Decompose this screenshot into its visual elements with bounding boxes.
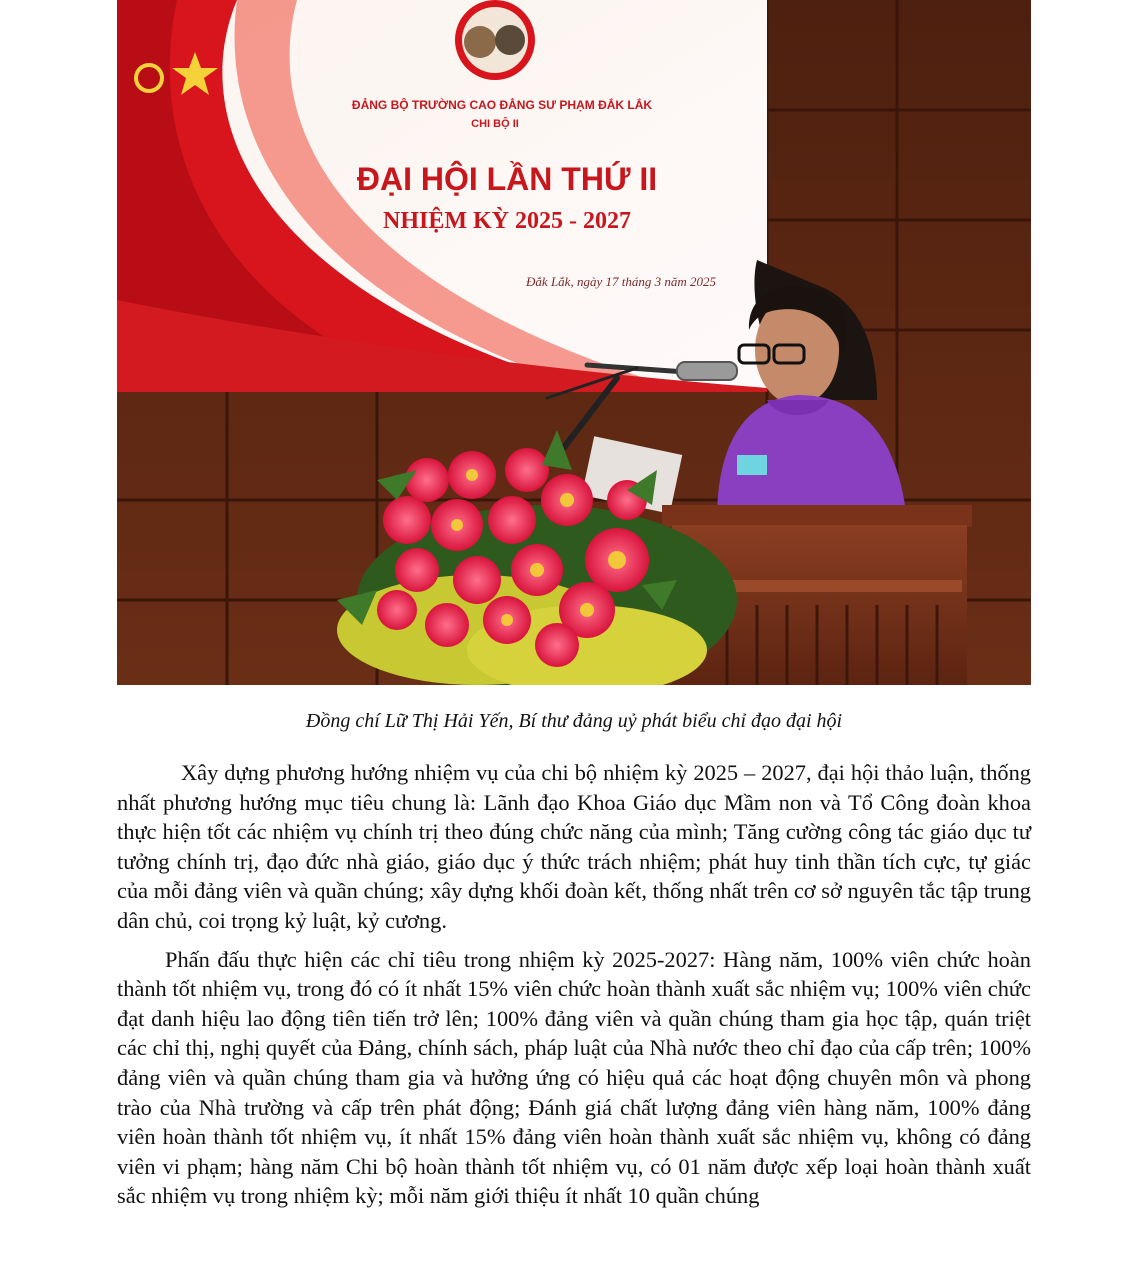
screen-date: Đắk Lắk, ngày 17 tháng 3 năm 2025 (526, 274, 716, 289)
screen-org-line2: CHI BỘ II (471, 118, 519, 130)
marx-lenin-emblem-icon (455, 0, 535, 80)
screen-title: ĐẠI HỘI LẦN THỨ II (356, 161, 658, 197)
projection-screen (117, 0, 767, 392)
screen-org-line1: ĐẢNG BỘ TRƯỜNG CAO ĐẲNG SƯ PHẠM ĐẮK LẮK (351, 98, 653, 112)
paragraph-direction: Xây dựng phương hướng nhiệm vụ của chi bộ nhiệm kỳ 2025 – 2027, đại hội thảo luận, thống nhất phương hướng mục tiêu chung là: Lãnh đạo Khoa Giáo dục Mầm non và Tổ Công đoàn khoa thực hiện tốt các nhiệm vụ chính trị theo đúng chức năng của mình; Tăng cường công tác giáo dục tư tưởng chính trị, đạo đức nhà giáo, giáo dục ý thức trách nhiệm; phát huy tinh thần tích cực, tự giác của mỗi đảng viên và quần chúng; xây dựng khối đoàn kết, thống nhất trên cơ sở nguyên tắc tập trung dân chủ, coi trọng kỷ luật, kỷ cương. (117, 760, 1031, 933)
screen-term: NHIỆM KỲ 2025 - 2027 (383, 208, 631, 234)
article-body (117, 758, 1031, 1220)
photo-caption: Đồng chí Lữ Thị Hải Yến, Bí thư đảng uỷ phát biểu chỉ đạo đại hội (305, 710, 843, 732)
paragraph-targets: Phấn đấu thực hiện các chỉ tiêu trong nhiệm kỳ 2025-2027: Hàng năm, 100% viên chức hoàn thành tốt nhiệm vụ, trong đó có ít nhất 15% viên chức hoàn thành xuất sắc nhiệm vụ; 100% viên chức đạt danh hiệu lao động tiên tiến trở lên; 100% đảng viên và quần chúng tham gia học tập, quán triệt các chỉ thị, nghị quyết của Đảng, chính sách, pháp luật của Nhà nước theo chỉ đạo của cấp trên; 100% đảng viên và quần chúng tham gia và hưởng ứng có hiệu quả các hoạt động chuyên môn và phong trào của Nhà trường và cấp trên phát động; Đánh giá chất lượng đảng viên hàng năm, 100% đảng viên hoàn thành tốt nhiệm vụ, ít nhất 15% đảng viên hoàn thành xuất sắc nhiệm vụ, không có đảng viên vi phạm; hàng năm Chi bộ hoàn thành tốt nhiệm vụ, có 01 năm được xếp loại hoàn thành xuất sắc nhiệm vụ trong nhiệm kỳ; mỗi năm giới thiệu ít nhất 10 quần chúng (117, 946, 1031, 1209)
event-photo (117, 0, 1031, 685)
